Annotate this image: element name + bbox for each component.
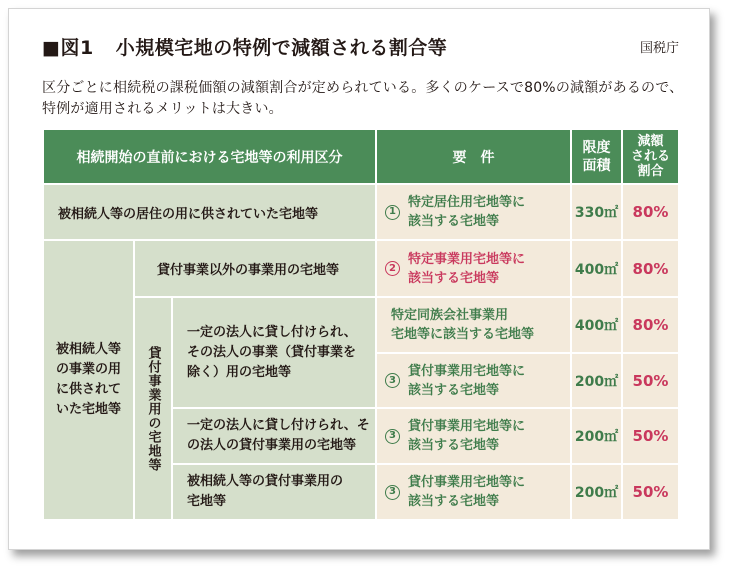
header-rate: 減額 される 割合 xyxy=(623,130,678,183)
area-row-3: 400㎡ xyxy=(572,298,621,352)
requirement-row-6: 3 貸付事業用宅地等に 該当する宅地等 xyxy=(377,465,570,519)
figure-title xyxy=(42,37,447,59)
circled-number-2: 2 xyxy=(385,261,400,276)
requirement-row-2: 2 特定事業用宅地等に 該当する宅地等 xyxy=(377,241,570,296)
category-residence: 被相続人等の居住の用に供されていた宅地等 xyxy=(44,185,375,239)
category-decedent-rental: 被相続人等の貸付事業用の 宅地等 xyxy=(173,465,375,519)
area-row-2: 400㎡ xyxy=(572,241,621,296)
rate-row-1: 80% xyxy=(623,185,678,239)
figure-title-text: 小規模宅地の特例で減額される割合等 xyxy=(115,37,448,59)
category-corp-non-rental: 一定の法人に貸し付けられ、 その法人の事業（貸付事業を 除く）用の宅地等 xyxy=(173,298,375,407)
area-row-6: 200㎡ xyxy=(572,465,621,519)
circled-number-3: 3 xyxy=(385,373,400,388)
requirement-row-1: 1 特定居住用宅地等に 該当する宅地等 xyxy=(377,185,570,239)
requirement-row-4: 3 貸付事業用宅地等に 該当する宅地等 xyxy=(377,354,570,407)
rate-row-2: 80% xyxy=(623,241,678,296)
category-business-group: 被相続人等 の事業の用 に供されて いた宅地等 xyxy=(44,241,133,519)
circled-number-3: 3 xyxy=(385,429,400,444)
figure-source: 国税庁 xyxy=(640,41,680,56)
rate-row-3: 80% xyxy=(623,298,678,352)
rate-row-5: 50% xyxy=(623,409,678,463)
category-corp-rental: 一定の法人に貸し付けられ、そ の法人の貸付事業用の宅地等 xyxy=(173,409,375,463)
rate-row-6: 50% xyxy=(623,465,678,519)
area-row-1: 330㎡ xyxy=(572,185,621,239)
category-non-rental-business: 貸付事業以外の事業用の宅地等 xyxy=(135,241,375,296)
figure-description: 区分ごとに相続税の課税価額の減額割合が定められている。多くのケースで80%の減額があるので、特例が適用されるメリットは大きい。 xyxy=(42,80,684,117)
header-requirement: 要 件 xyxy=(377,130,570,183)
requirement-row-5: 3 貸付事業用宅地等に 該当する宅地等 xyxy=(377,409,570,463)
rate-row-4: 50% xyxy=(623,354,678,407)
header-area: 限度 面積 xyxy=(572,130,621,183)
area-row-5: 200㎡ xyxy=(572,409,621,463)
circled-number-1: 1 xyxy=(385,205,400,220)
header-category: 相続開始の直前における宅地等の利用区分 xyxy=(44,130,375,183)
category-rental-business-vertical: 貸付事業用の宅地等 xyxy=(135,298,171,519)
requirement-row-3: 特定同族会社事業用 宅地等に該当する宅地等 xyxy=(377,298,570,352)
circled-number-3: 3 xyxy=(385,485,400,500)
figure-label: ■図1 xyxy=(42,37,94,59)
area-row-4: 200㎡ xyxy=(572,354,621,407)
